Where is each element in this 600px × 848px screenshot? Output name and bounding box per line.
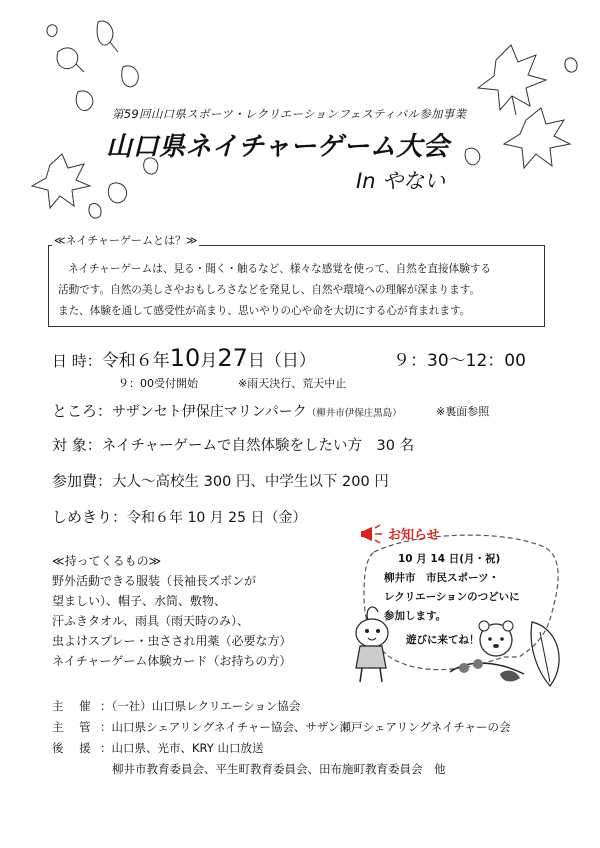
notice-line: 遊びに来てね！ [406, 634, 480, 646]
reception-time: ９：00受付開始 [118, 377, 198, 390]
place-row [52, 400, 402, 421]
date-day: 27 [217, 344, 248, 372]
date-month: 10 [169, 344, 201, 372]
bring-heading: ≪持ってくるもの≫ [52, 554, 162, 568]
beetle-character-illustration [338, 598, 408, 688]
place-name: サザンセト伊保庄マリンパーク [112, 404, 307, 420]
support-value-2: 柳井市教育委員会、平生町教育委員会、田布施町教育委員会 他 [112, 762, 446, 776]
bring-item: 野外活動できる服装（長袖長ズボンが [52, 574, 257, 588]
date-day-unit: 日（日） [247, 351, 316, 371]
host-label: 主 催 [52, 699, 97, 713]
place-note: ※裏面参照 [436, 405, 490, 418]
place-address: （柳井市伊保庄黒島） [306, 408, 402, 419]
date-era: 令和６年 [101, 351, 170, 371]
target-label: 対 象： [52, 436, 102, 454]
date-month-unit: 月 [200, 351, 218, 371]
bear-character-illustration [440, 612, 570, 692]
target-row [52, 434, 414, 455]
fee-row [52, 470, 389, 491]
support-label: 後 援 [52, 741, 97, 755]
fee-label: 参加費： [52, 472, 113, 490]
target-value: ネイチャーゲームで自然体験をしたい方 30 名 [101, 438, 415, 454]
fee-value: 大人～高校生 300 円、中学生以下 200 円 [112, 474, 389, 490]
megaphone-icon [360, 523, 386, 545]
about-text-line: ネイチャーゲームは、見る・聞く・触るなど、様々な感覚を使って、自然を直接体験する [68, 263, 492, 275]
notice-line: 参加します。 [384, 610, 447, 622]
host-value: ：（一社）山口県レクリエーション協会 [100, 699, 301, 713]
organizer-label: 主 管 [52, 720, 97, 734]
notice-line: 柳井市 市民スポーツ・ [384, 572, 500, 584]
notice-line: 10 月 14 日(月・祝) [398, 553, 501, 565]
bring-item: 望ましい）、帽子、水筒、敷物、 [52, 594, 227, 608]
weather-note: ※雨天決行、荒天中止 [238, 377, 347, 390]
organizer-value: ：山口県シェアリングネイチャー協会、サザン瀬戸シェアリングネイチャーの会 [100, 720, 511, 734]
about-text-line: 活動です。自然の美しさやおもしろさなどを発見し、自然や環境への理解が深まります。 [58, 284, 481, 296]
event-title: 山口県ネイチャーゲーム大会 [106, 132, 450, 162]
about-heading: ≪ネイチャーゲームとは？≫ [54, 234, 198, 247]
bring-item: ネイチャーゲーム体験カード（お持ちの方） [52, 654, 292, 668]
event-time: ９：30～12：00 [393, 351, 526, 371]
bring-item: 虫よけスプレー・虫さされ用薬（必要な方） [52, 634, 292, 648]
notice-title: お知らせ [388, 528, 440, 543]
datetime-row [52, 344, 316, 372]
deadline-row [52, 506, 306, 527]
datetime-label: 日 時： [52, 352, 102, 370]
deadline-value: 令和６年 10 月 25 日（金） [127, 510, 307, 526]
bring-item: 汗ふきタオル、雨具（雨天時のみ）、 [52, 614, 250, 628]
location-tag: In やない [356, 169, 446, 193]
about-text-line: また、体験を通して感受性が高まり、思いやりの心や命を大切にする心が育まれます。 [58, 305, 471, 317]
place-label: ところ： [52, 402, 113, 420]
deadline-label: しめきり： [52, 508, 128, 526]
notice-line: レクリエーションのつどいに [384, 591, 520, 603]
leaf-decoration-top-right [456, 40, 586, 190]
event-subtitle: 第59回山口県スポーツ・レクリエーションフェスティバル参加事業 [112, 107, 467, 121]
support-value: ：山口県、光市、KRY 山口放送 [100, 741, 264, 755]
